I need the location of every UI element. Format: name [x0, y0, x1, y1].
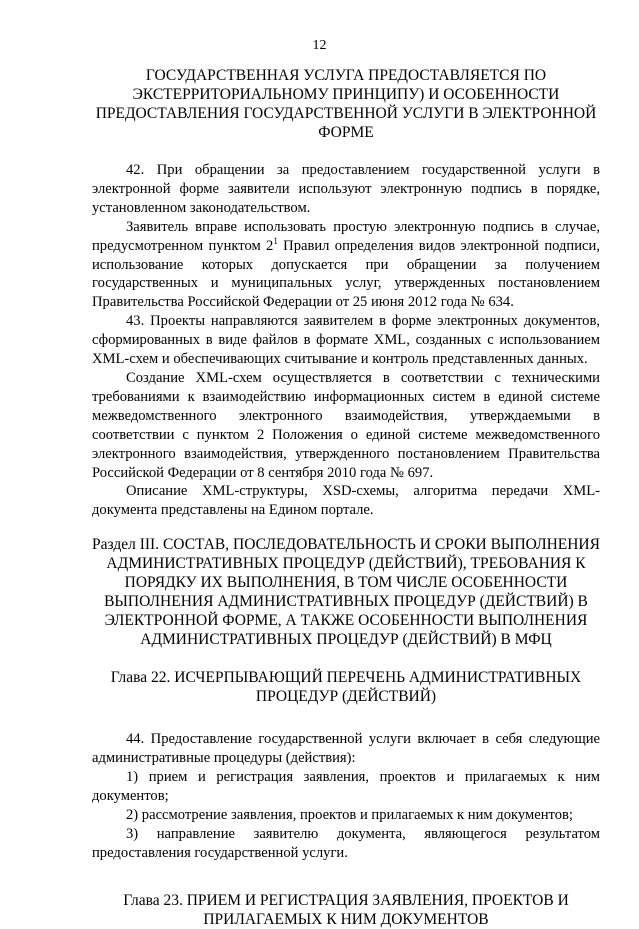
- paragraph-44: 44. Предоставление государственной услуги включает в себя следующие административные процедуры (действия):: [92, 731, 600, 767]
- heading-extraterritorial: ГОСУДАРСТВЕННАЯ УСЛУГА ПРЕДОСТАВЛЯЕТСЯ ПО ЭКСТЕРРИТОРИАЛЬНОМУ ПРИНЦИПУ) И ОСОБЕННОСТИ ПРЕДОСТАВЛЕНИЯ ГОСУДАРСТВЕННОЙ УСЛУГИ В ЭЛЕКТРОННОЙ ФОРМЕ: [95, 67, 597, 141]
- list-item: 3) направление заявителю документа, являющегося результатом предоставления государственной услуги.: [92, 825, 600, 861]
- paragraph-43-xml-schemas: Создание XML-схем осуществляется в соответствии с техническими требованиями к взаимодействию информационных систем в единой системе межведомственного электронного взаимодействия, утверждаемыми в соответствии с пунктом 2 Положения о единой системе межведомственного электронного взаимодействия, утвержденного постановлением Правительства Российской Федерации от 8 сентября 2010 года № 697.: [92, 369, 600, 481]
- paragraph-42b-text-2: Правил определения видов электронной подписи, использование которых допускается при обращении за получением государственных и муниципальных услуг, утвержденных постановлением Правительства Российской Федерации от 25 июня 2012 года № 634.: [92, 237, 600, 311]
- paragraph-43: 43. Проекты направляются заявителем в форме электронных документов, сформированных в виде файлов в формате XML, созданных с использованием XML-схем и обеспечивающих считывание и контроль представленных данных.: [92, 313, 600, 368]
- paragraph-42b-text-1: Заявитель вправе использовать простую электронную подпись в случае, предусмотренном пунктом 2: [92, 218, 600, 254]
- paragraph-42-simple-signature: [92, 218, 600, 313]
- page-number: 12: [312, 38, 327, 53]
- list-item: 2) рассмотрение заявления, проектов и прилагаемых к ним документов;: [126, 806, 573, 823]
- section-3-heading: Раздел III. СОСТАВ, ПОСЛЕДОВАТЕЛЬНОСТЬ И СРОКИ ВЫПОЛНЕНИЯ АДМИНИСТРАТИВНЫХ ПРОЦЕДУР (ДЕЙСТВИЙ), ТРЕБОВАНИЯ К ПОРЯДКУ ИХ ВЫПОЛНЕНИЯ, В ТОМ ЧИСЛЕ ОСОБЕННОСТИ ВЫПОЛНЕНИЯ АДМИНИСТРАТИВНЫХ ПРОЦЕДУР (ДЕЙСТВИЙ) В ЭЛЕКТРОННОЙ ФОРМЕ, А ТАКЖЕ ОСОБЕННОСТИ ВЫПОЛНЕНИЯ АДМИНИСТРАТИВНЫХ ПРОЦЕДУР (ДЕЙСТВИЙ) В МФЦ: [92, 536, 600, 649]
- list-item: 1) прием и регистрация заявления, проектов и прилагаемых к ним документов;: [92, 769, 600, 804]
- chapter-22-heading: Глава 22. ИСЧЕРПЫВАЮЩИЙ ПЕРЕЧЕНЬ АДМИНИСТРАТИВНЫХ ПРОЦЕДУР (ДЕЙСТВИЙ): [110, 669, 582, 706]
- page-content: [92, 66, 600, 929]
- paragraph-43-xml-description: Описание XML-структуры, XSD-схемы, алгоритма передачи XML-документа представлены на Едином портале.: [92, 483, 600, 519]
- chapter-23-heading: Глава 23. ПРИЕМ И РЕГИСТРАЦИЯ ЗАЯВЛЕНИЯ, ПРОЕКТОВ И ПРИЛАГАЕМЫХ К НИМ ДОКУМЕНТОВ: [123, 891, 569, 928]
- superscript-1: 1: [273, 235, 278, 246]
- paragraph-42: 42. При обращении за предоставлением государственной услуги в электронной форме заявители используют электронную подпись в порядке, установленном законодательством.: [92, 162, 600, 216]
